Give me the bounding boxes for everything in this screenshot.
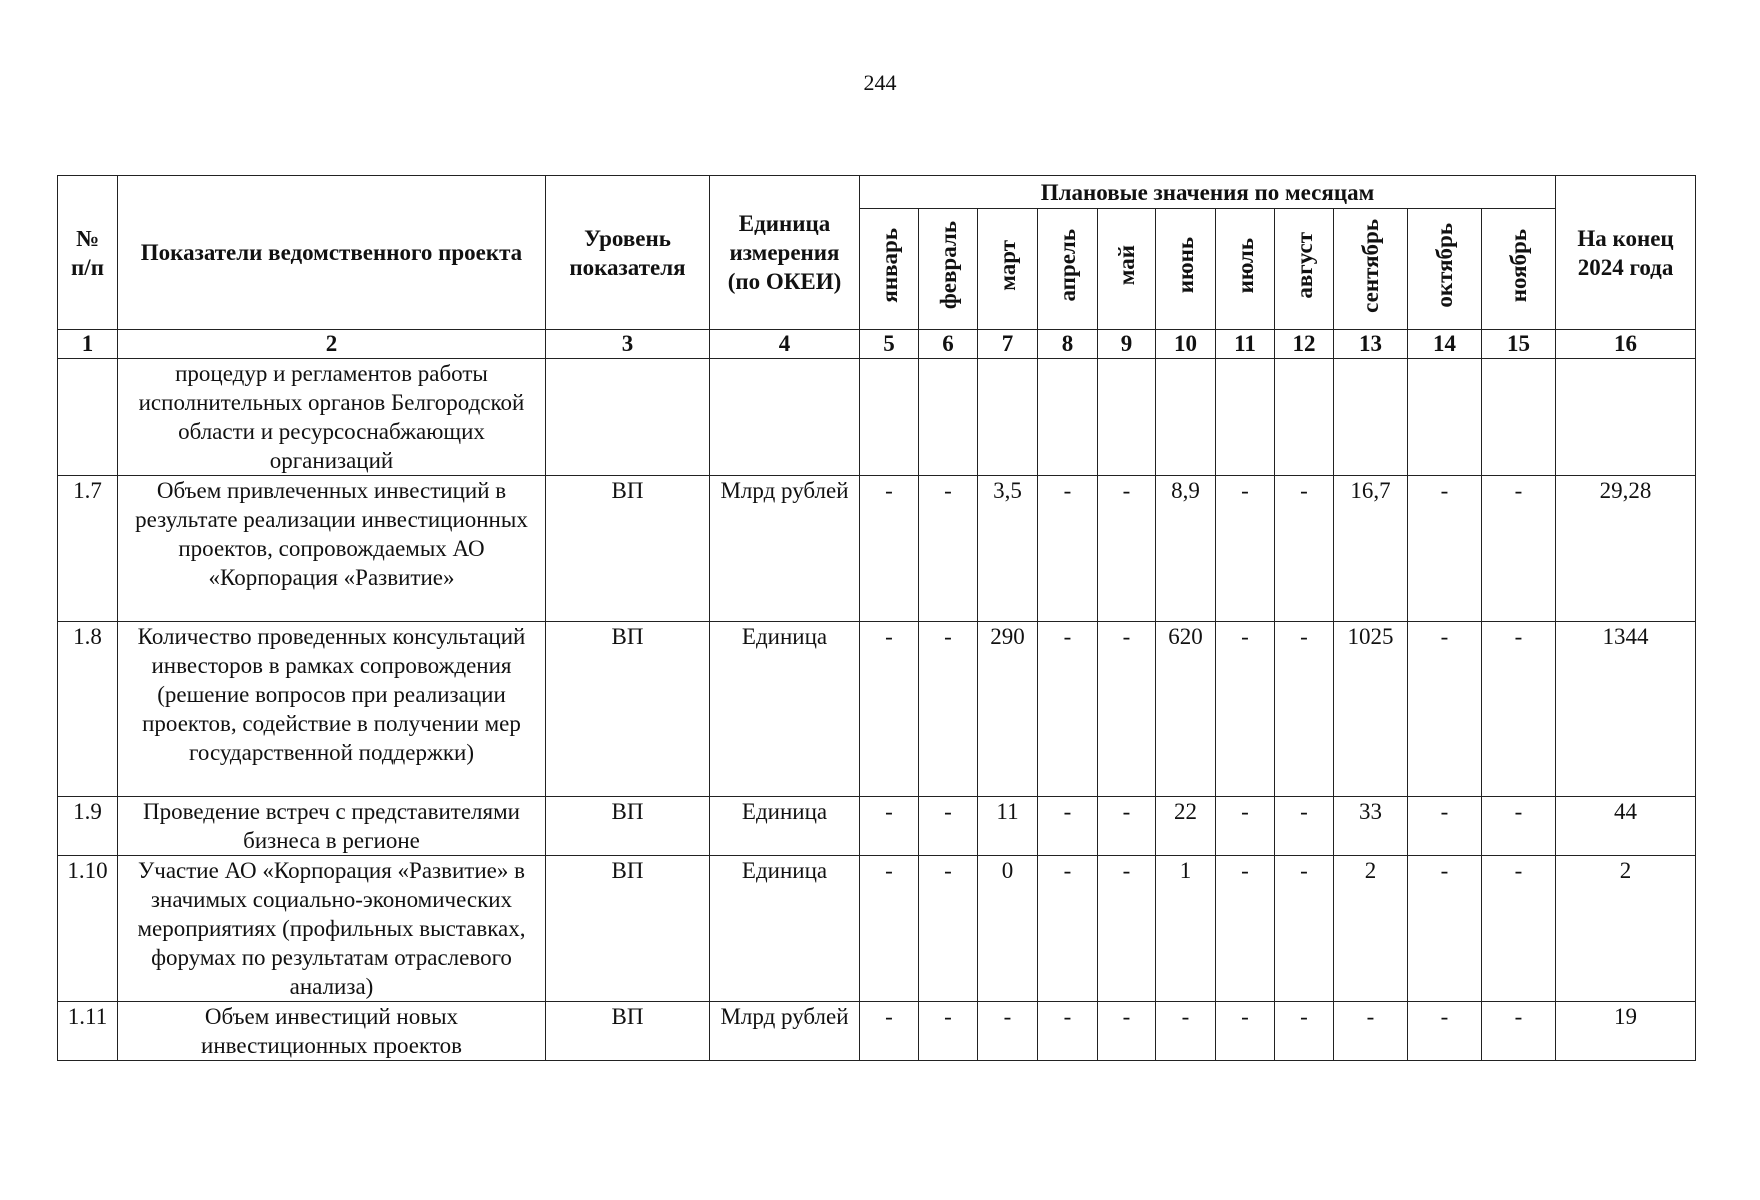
month-value: - xyxy=(1216,476,1275,622)
month-value xyxy=(978,359,1038,476)
month-value: - xyxy=(1098,797,1156,856)
column-number: 13 xyxy=(1334,330,1408,359)
column-number: 16 xyxy=(1556,330,1696,359)
month-value: - xyxy=(1334,1002,1408,1061)
month-value: - xyxy=(1482,476,1556,622)
month-value xyxy=(1408,359,1482,476)
header-month-label: март xyxy=(995,240,1020,291)
end-year-value: 44 xyxy=(1556,797,1696,856)
month-value: - xyxy=(919,797,978,856)
month-value: - xyxy=(860,476,919,622)
table-row xyxy=(58,797,1696,856)
month-value: 290 xyxy=(978,622,1038,797)
end-year-value: 19 xyxy=(1556,1002,1696,1061)
month-value: - xyxy=(1038,797,1098,856)
column-number: 9 xyxy=(1098,330,1156,359)
month-value: 620 xyxy=(1156,622,1216,797)
unit-of-measure: Единица xyxy=(710,797,860,856)
month-value: - xyxy=(1216,622,1275,797)
header-unit: Единица измерения (по ОКЕИ) xyxy=(710,176,860,330)
month-value: - xyxy=(1482,1002,1556,1061)
column-number: 11 xyxy=(1216,330,1275,359)
month-value: - xyxy=(919,476,978,622)
end-year-value: 29,28 xyxy=(1556,476,1696,622)
month-value: 33 xyxy=(1334,797,1408,856)
month-value xyxy=(1482,359,1556,476)
column-number: 4 xyxy=(710,330,860,359)
month-value: - xyxy=(1216,1002,1275,1061)
month-value: 8,9 xyxy=(1156,476,1216,622)
header-month xyxy=(1275,209,1334,330)
header-month-label: ноябрь xyxy=(1506,228,1531,303)
month-value: - xyxy=(1482,856,1556,1002)
indicator-name: процедур и регламентов работы исполнительных органов Белгородской области и ресурсоснабжающих организаций xyxy=(118,359,546,476)
unit-of-measure: Млрд рублей xyxy=(710,1002,860,1061)
indicator-name: Объем инвестиций новых инвестиционных проектов xyxy=(118,1002,546,1061)
month-value xyxy=(1275,359,1334,476)
indicator-name: Проведение встреч с представителями бизнеса в регионе xyxy=(118,797,546,856)
column-number: 5 xyxy=(860,330,919,359)
month-value: 0 xyxy=(978,856,1038,1002)
month-value: - xyxy=(1098,1002,1156,1061)
indicator-name: Объем привлеченных инвестиций в результате реализации инвестиционных проектов, сопровождаемых АО «Корпорация «Развитие» xyxy=(118,476,546,622)
header-month xyxy=(1098,209,1156,330)
month-value: - xyxy=(978,1002,1038,1061)
column-number: 3 xyxy=(546,330,710,359)
column-number: 15 xyxy=(1482,330,1556,359)
header-month-label: август xyxy=(1291,232,1317,299)
table-row xyxy=(58,476,1696,622)
month-value: - xyxy=(1408,856,1482,1002)
header-month-label: апрель xyxy=(1055,229,1080,302)
month-value: 11 xyxy=(978,797,1038,856)
month-value: - xyxy=(1275,797,1334,856)
month-value xyxy=(1334,359,1408,476)
header-end-year: На конец 2024 года xyxy=(1556,176,1696,330)
indicator-level: ВП xyxy=(546,1002,710,1061)
header-month xyxy=(1334,209,1408,330)
unit-of-measure: Единица xyxy=(710,856,860,1002)
month-value: - xyxy=(919,1002,978,1061)
month-value xyxy=(1038,359,1098,476)
header-month xyxy=(860,209,919,330)
month-value: - xyxy=(1038,856,1098,1002)
month-value: 1025 xyxy=(1334,622,1408,797)
header-month xyxy=(978,209,1038,330)
month-value: 2 xyxy=(1334,856,1408,1002)
row-number xyxy=(58,359,118,476)
indicator-name: Участие АО «Корпорация «Развитие» в значимых социально-экономических мероприятиях (профильных выставках, форумах по результатам отраслевого анализа) xyxy=(118,856,546,1002)
header-month-label: июль xyxy=(1232,237,1258,294)
row-number: 1.11 xyxy=(58,1002,118,1061)
unit-of-measure: Единица xyxy=(710,622,860,797)
column-number: 1 xyxy=(58,330,118,359)
month-value: - xyxy=(860,856,919,1002)
header-month-label: сентябрь xyxy=(1358,218,1383,313)
month-value: - xyxy=(1038,476,1098,622)
month-value: - xyxy=(1038,1002,1098,1061)
month-value: - xyxy=(860,622,919,797)
column-number: 10 xyxy=(1156,330,1216,359)
month-value: - xyxy=(1275,856,1334,1002)
indicator-level xyxy=(546,359,710,476)
header-plan-group: Плановые значения по месяцам xyxy=(860,176,1556,209)
header-number xyxy=(58,176,118,330)
column-number: 12 xyxy=(1275,330,1334,359)
month-value: - xyxy=(1038,622,1098,797)
month-value: - xyxy=(1408,476,1482,622)
month-value: - xyxy=(1275,1002,1334,1061)
unit-of-measure xyxy=(710,359,860,476)
table-row xyxy=(58,622,1696,797)
header-month-label: июнь xyxy=(1173,237,1198,294)
indicator-name: Количество проведенных консультаций инвесторов в рамках сопровождения (решение вопросов при реализации проектов, содействие в получении мер государственной поддержки) xyxy=(118,622,546,797)
column-number: 2 xyxy=(118,330,546,359)
indicator-level: ВП xyxy=(546,476,710,622)
unit-of-measure: Млрд рублей xyxy=(710,476,860,622)
header-month xyxy=(1482,209,1556,330)
indicators-table xyxy=(57,175,1696,1061)
month-value xyxy=(1156,359,1216,476)
month-value: - xyxy=(1275,476,1334,622)
header-month xyxy=(919,209,978,330)
end-year-value xyxy=(1556,359,1696,476)
month-value: - xyxy=(1408,1002,1482,1061)
month-value xyxy=(1216,359,1275,476)
indicator-level: ВП xyxy=(546,797,710,856)
column-number: 6 xyxy=(919,330,978,359)
header-month xyxy=(1408,209,1482,330)
header-month xyxy=(1038,209,1098,330)
header-month-label: февраль xyxy=(935,221,961,310)
month-value: - xyxy=(919,856,978,1002)
month-value: - xyxy=(860,1002,919,1061)
month-value: 22 xyxy=(1156,797,1216,856)
month-value: - xyxy=(1098,856,1156,1002)
header-month xyxy=(1216,209,1275,330)
month-value: 3,5 xyxy=(978,476,1038,622)
header-month-label: октябрь xyxy=(1432,223,1457,308)
month-value: - xyxy=(919,622,978,797)
row-number: 1.7 xyxy=(58,476,118,622)
indicator-level: ВП xyxy=(546,856,710,1002)
table-row xyxy=(58,1002,1696,1061)
header-level: Уровень показателя xyxy=(546,176,710,330)
end-year-value: 1344 xyxy=(1556,622,1696,797)
month-value: - xyxy=(860,797,919,856)
month-value: 1 xyxy=(1156,856,1216,1002)
indicator-level: ВП xyxy=(546,622,710,797)
month-value: - xyxy=(1408,797,1482,856)
row-number: 1.8 xyxy=(58,622,118,797)
month-value: - xyxy=(1098,476,1156,622)
month-value: - xyxy=(1482,797,1556,856)
table-row xyxy=(58,856,1696,1002)
column-number: 7 xyxy=(978,330,1038,359)
end-year-value: 2 xyxy=(1556,856,1696,1002)
header-number-text: № п/п xyxy=(71,225,104,280)
month-value xyxy=(860,359,919,476)
header-month-label: январь xyxy=(876,228,902,303)
page-number: 244 xyxy=(863,70,897,95)
month-value: - xyxy=(1156,1002,1216,1061)
table-row xyxy=(58,359,1696,476)
month-value: - xyxy=(1482,622,1556,797)
column-number: 14 xyxy=(1408,330,1482,359)
month-value xyxy=(919,359,978,476)
month-value: 16,7 xyxy=(1334,476,1408,622)
month-value: - xyxy=(1408,622,1482,797)
month-value: - xyxy=(1275,622,1334,797)
month-value: - xyxy=(1216,856,1275,1002)
month-value xyxy=(1098,359,1156,476)
month-value: - xyxy=(1216,797,1275,856)
header-indicator: Показатели ведомственного проекта xyxy=(118,176,546,330)
header-month xyxy=(1156,209,1216,330)
month-value: - xyxy=(1098,622,1156,797)
row-number: 1.10 xyxy=(58,856,118,1002)
row-number: 1.9 xyxy=(58,797,118,856)
header-month-label: май xyxy=(1114,245,1139,286)
column-number: 8 xyxy=(1038,330,1098,359)
